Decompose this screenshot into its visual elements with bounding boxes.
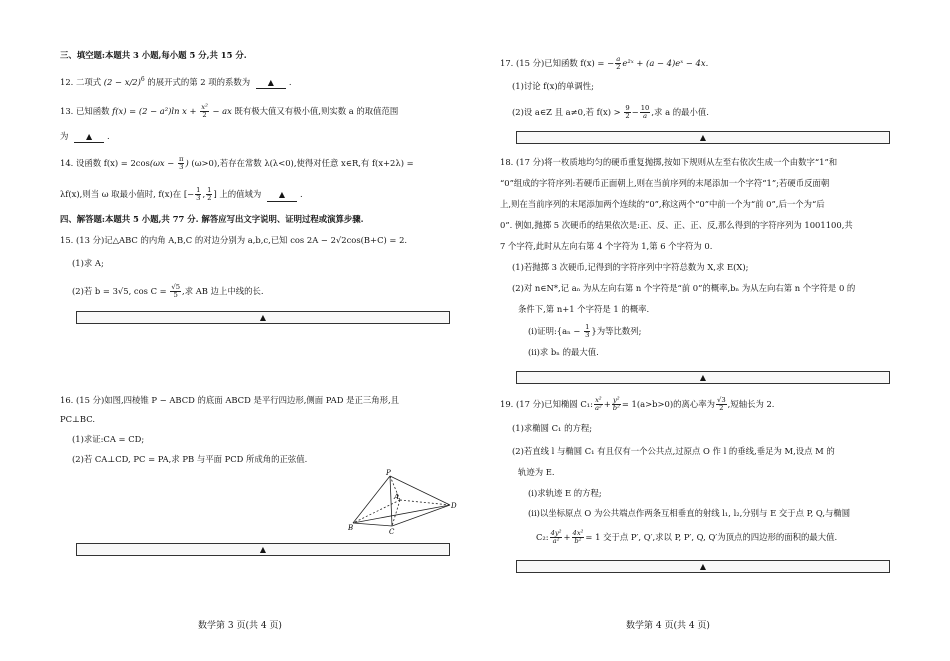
question-16-stem1: 16. (15 分)如图,四棱锥 P − ABCD 的底面 ABCD 是平行四边形,侧面 PAD 是正三角形,且 (60, 395, 399, 405)
label-A: A (394, 493, 400, 501)
question-19-part2-ii-a: (ii)以坐标原点 O 为公共端点作两条互相垂直的射线 l₁, l₂,分别与 E 交于点 P, Q,与椭圆 (528, 508, 851, 518)
edge-BP (353, 476, 390, 523)
edge-BD (353, 505, 450, 523)
section3-heading: 三、填空题:本题共 3 小题,每小题 5 分,共 15 分. (60, 50, 247, 60)
label-D: D (451, 502, 457, 510)
question-16-part1: (1)求证:CA = CD; (72, 434, 145, 444)
label-B: B (348, 524, 354, 532)
edge-BC (353, 523, 392, 526)
question-18-part2a: (2)对 n∈N*,记 aₙ 为从左向右第 n 个字符是“前 0”的概率,bₙ 为从左向右第 n 个字符是 0 的 (512, 283, 856, 293)
question-19-stem: 19. (17 分)已知椭圆 C₁: $\frac{\text{x²}}{\text{a²}}$ + $\frac{\text{y²}}{\text{b²}}$ = 1(a>b>0)的离心率为 $\frac{√3}{2}$ ,短轴长为 2. (500, 396, 775, 413)
question-19-part1: (1)求椭圆 C₁ 的方程; (512, 423, 593, 433)
question-19-part2a: (2)若直线 l 与椭圆 C₁ 有且仅有一个公共点,过原点 O 作 l 的垂线,垂足为 M,设点 M 的 (512, 446, 835, 456)
answer-area-18[interactable]: ▲ (516, 371, 890, 384)
page-footer-right: 数学第 4 页(共 4 页) (626, 621, 710, 631)
left-page (60, 0, 460, 661)
edge-AB (353, 500, 400, 523)
answer-area-17[interactable]: ▲ (516, 131, 890, 144)
fraction: $\frac{9}{2}$ (625, 104, 630, 121)
label-C: C (389, 528, 395, 534)
label-P: P (386, 469, 391, 477)
question-17-part2: (2)设 a∈Z 且 a≠0,若 f(x) > $\frac{9}{2}$ − $\frac{10}{a}$ ,求 a 的最小值. (512, 104, 709, 121)
question-18-part1: (1)若抛掷 3 次硬币,记得到的字符序列中字符总数为 X,求 E(X); (512, 262, 749, 272)
question-18-line1: 18. (17 分)将一枚质地均匀的硬币重复抛掷,按如下规则从左至右依次生成一个由数字“1”和 (500, 157, 838, 167)
question-13-line1: 13. 已知函数 f(x) = (2 − a²)ln x + $\frac{\text{x²}}{2}$ − ax 既有极大值又有极小值,则实数 a 的取值范围 (60, 103, 399, 120)
answer-blank-13[interactable]: ▲ (74, 132, 104, 143)
fraction: $\frac{\text{y²}}{\text{b²}}$ (612, 396, 620, 413)
fraction: $\frac{\text{x²}}{2}$ (201, 103, 208, 120)
question-18-line2: “0”组成的字符序列:若硬币正面朝上,则在当前序列的末尾添加一个字符“1”;若硬币反面朝 (500, 178, 830, 188)
question-15-stem: 15. (13 分)记△ABC 的内角 A,B,C 的对边分别为 a,b,c,已知 cos 2A − 2√2cos(B+C) = 2. (60, 235, 408, 245)
question-19-part2b: 轨迹为 E. (518, 467, 555, 477)
question-14-line1: 14. 设函数 f(x) = 2cos(ωx − $\frac{\pi}{3}$ ) (ω>0),若存在常数 λ(λ<0),使得对任意 x∈R,有 f(x+2λ) = (60, 155, 414, 172)
section4-heading: 四、解答题:本题共 5 小题,共 77 分. 解答应写出文字说明、证明过程或演算步骤. (60, 214, 364, 224)
fraction: $\frac{a}{2}$ (616, 55, 621, 72)
fraction: $\frac{1}{3}$ (196, 186, 201, 203)
question-13-line2: 为 ▲ . (60, 131, 110, 143)
question-12: 12. 二项式 $(2 - x/2)^6$ 的展开式的第 2 项的系数为 ▲ . (60, 76, 292, 89)
question-15-part2: (2)若 b = 3√5, cos C = $\frac{√5}{5}$ ,求 AB 边上中线的长. (72, 283, 264, 300)
question-19-part2-ii-b: C₂: $\frac{\text{4y²}}{\text{a²}}$ + $\frac{\text{4x²}}{\text{b²}}$ = 1 交于点 P′, Q′,求以 P, P′, Q, Q′为顶点的四边形的面积的最大值. (536, 529, 838, 546)
fraction: $\frac{√3}{2}$ (717, 396, 726, 413)
question-18-part2b: 条件下,第 n+1 个字符是 1 的概率. (518, 304, 650, 314)
question-17-stem: 17. (15 分)已知函数 f(x) = − $\frac{a}{2}$ e²ˣ + (a − 4)eˣ − 4x. (500, 55, 709, 72)
question-18-part2-i: (i)证明:{aₙ − $\frac{1}{3}$ }为等比数列; (528, 323, 642, 340)
edge-CD (392, 505, 450, 526)
edge-AD (400, 500, 450, 505)
fraction: $\frac{\text{4x²}}{\text{b²}}$ (572, 529, 584, 546)
answer-area-15[interactable]: ▲ (76, 311, 450, 324)
fraction: $\frac{√5}{5}$ (171, 283, 181, 300)
fraction: $\frac{\text{x²}}{\text{a²}}$ (594, 396, 602, 413)
fraction: $\frac{10}{a}$ (640, 104, 650, 121)
question-16-stem2: PC⊥BC. (60, 414, 96, 424)
question-18-line5: 7 个字符,此时从左向右第 4 个字符为 1,第 6 个字符为 0. (500, 241, 713, 251)
fraction: $\frac{1}{3}$ (585, 323, 590, 340)
right-page (500, 0, 892, 661)
answer-area-19[interactable]: ▲ (516, 560, 890, 573)
question-18-line4: 0”. 例如,抛掷 5 次硬币的结果依次是:正、反、正、正、反,那么得到的字符序列为 1001100,共 (500, 220, 853, 230)
pyramid-figure (348, 468, 458, 534)
edge-CP (390, 476, 392, 526)
answer-blank-12[interactable]: ▲ (256, 78, 286, 89)
fraction: $\frac{\text{4y²}}{\text{a²}}$ (550, 529, 562, 546)
answer-blank-14[interactable]: ▲ (267, 190, 297, 201)
edge-AC (392, 500, 400, 526)
question-17-part1: (1)讨论 f(x)的单调性; (512, 81, 594, 91)
answer-area-16[interactable]: ▲ (76, 543, 450, 556)
page-footer-left: 数学第 3 页(共 4 页) (198, 621, 282, 631)
fraction: $\frac{\pi}{3}$ (179, 155, 184, 172)
question-18-part2-ii: (ii)求 bₙ 的最大值. (528, 347, 599, 357)
fraction: $\frac{1}{2}$ (207, 186, 212, 203)
question-16-part2: (2)若 CA⊥CD, PC = PA,求 PB 与平面 PCD 所成角的正弦值. (72, 454, 308, 464)
question-19-part2-i: (i)求轨迹 E 的方程; (528, 488, 602, 498)
question-18-line3: 上,则在当前序列的末尾添加两个连续的“0”,称这两个“0”中前一个为“前 0”,后一个为“后 (500, 199, 825, 209)
question-14-line2: λf(x),则当 ω 取最小值时, f(x)在 [− $\frac{1}{3}$ , $\frac{1}{2}$ ] 上的值域为 ▲ . (60, 186, 303, 203)
question-15-part1: (1)求 A; (72, 258, 104, 268)
